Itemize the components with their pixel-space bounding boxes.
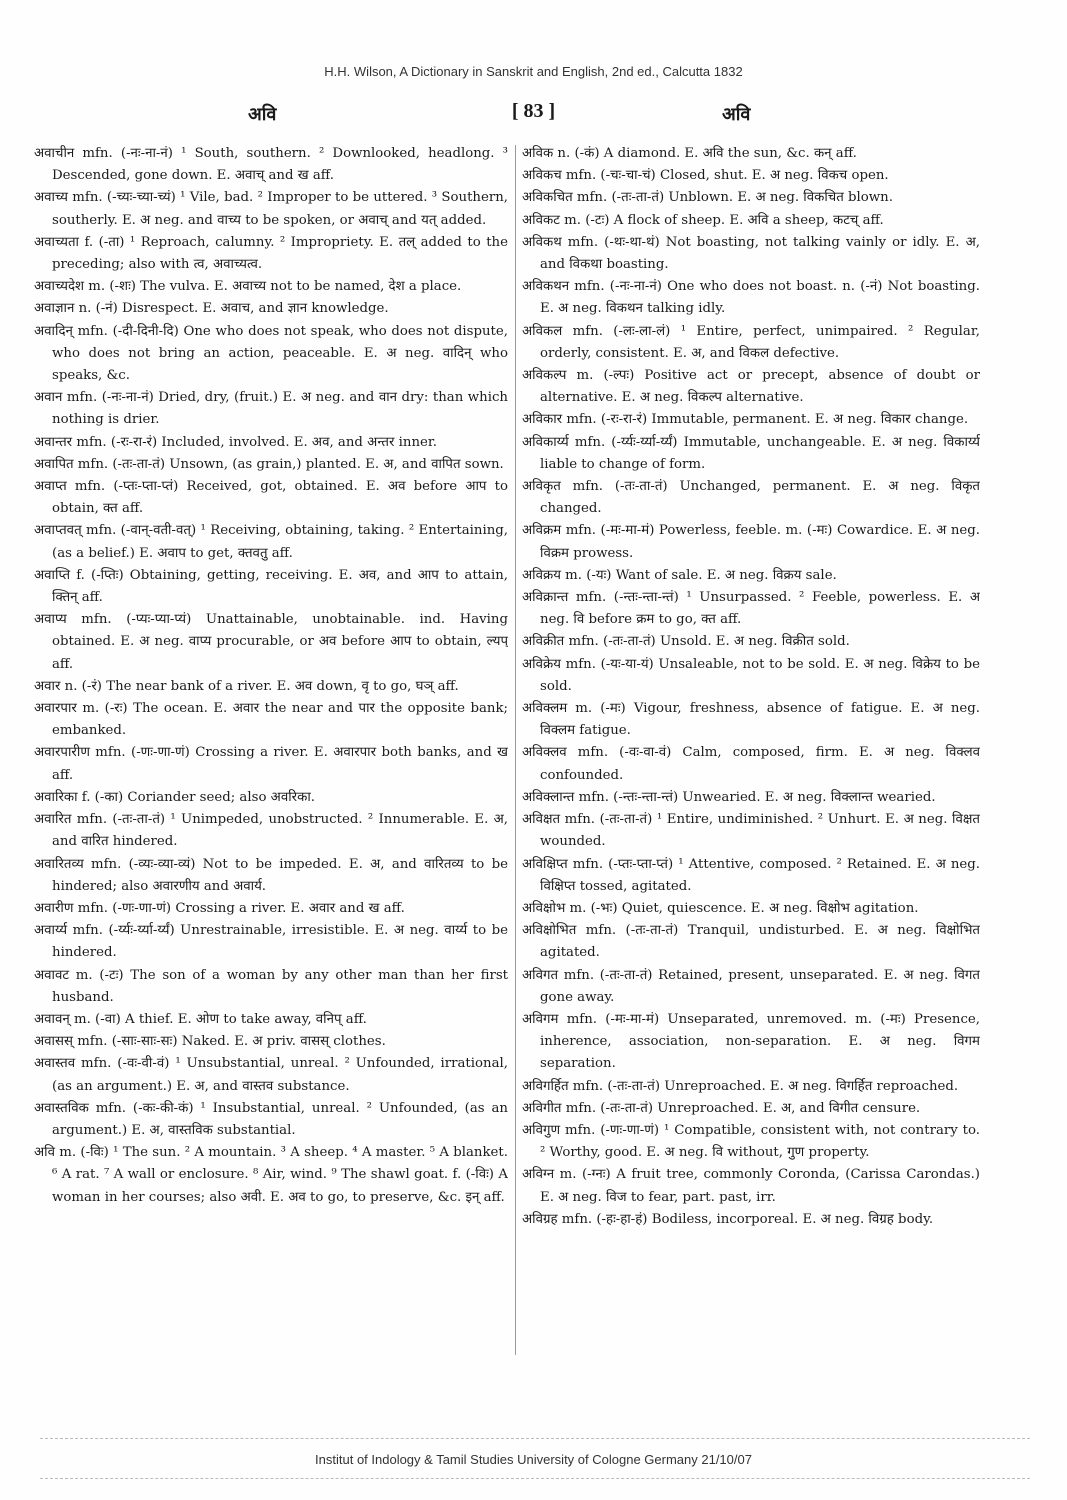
- dictionary-entry: अविकथन mfn. (-नः-ना-नं) One who does not boast. n. (-नं) Not boasting. E. अ neg. विकथन talking idly.: [522, 279, 980, 317]
- column-divider: [515, 145, 516, 1355]
- dictionary-entry: अविगीत mfn. (-तः-ता-तं) Unreproached. E. अ, and विगीत censure.: [522, 1100, 921, 1116]
- dictionary-entry: अविक्रम mfn. (-मः-मा-मं) Powerless, feeble. m. (-मः) Cowardice. E. अ neg. विक्रम prowess.: [522, 523, 980, 561]
- left-headword: अवि: [248, 104, 277, 125]
- dictionary-entry: अविकचित mfn. (-तः-ता-तं) Unblown. E. अ neg. विकचित blown.: [522, 190, 893, 206]
- dictionary-entry: अवाप्तवत् mfn. (-वान्-वती-वत्) ¹ Receiving, obtaining, taking. ² Entertaining, (as a belief.) E. अवाप to get, क्तवतु aff.: [34, 523, 508, 561]
- dictionary-entry: अवान mfn. (-नः-ना-नं) Dried, dry, (fruit.) E. अ neg. and वान dry: than which nothing is drier.: [34, 390, 508, 428]
- dictionary-entry: अविक्लव mfn. (-वः-वा-वं) Calm, composed, firm. E. अ neg. विक्लव confounded.: [522, 745, 980, 783]
- right-column: [522, 143, 980, 1353]
- right-headword: अवि: [722, 104, 751, 125]
- dictionary-entry: अविकार mfn. (-रः-रा-रं) Immutable, permanent. E. अ neg. विकार change.: [522, 412, 969, 428]
- dictionary-entry: अविकच mfn. (-चः-चा-चं) Closed, shut. E. अ neg. विकच open.: [522, 168, 889, 184]
- footer-rule-bottom: [40, 1478, 1030, 1480]
- dictionary-entry: अवास्तव mfn. (-वः-वी-वं) ¹ Unsubstantial, unreal. ² Unfounded, irrational, (as an argument.) E. अ, and वास्तव substance.: [34, 1056, 508, 1094]
- dictionary-entry: अविक्षोभ m. (-भः) Quiet, quiescence. E. अ neg. विक्षोभ agitation.: [522, 900, 919, 916]
- dictionary-entry: अविग्रह mfn. (-हः-हा-हं) Bodiless, incorporeal. E. अ neg. विग्रह body.: [522, 1211, 934, 1227]
- source-title: H.H. Wilson, A Dictionary in Sanskrit and English, 2nd ed., Calcutta 1832: [324, 64, 743, 79]
- dictionary-entry: अवापित mfn. (-तः-ता-तं) Unsown, (as grain,) planted. E. अ, and वापित sown.: [34, 456, 504, 472]
- dictionary-entry: अविक n. (-कं) A diamond. E. अवि the sun, &c. कन् aff.: [522, 146, 857, 161]
- dictionary-entry: अवाच्यता f. (-ता) ¹ Reproach, calumny. ² Impropriety. E. तल् added to the preceding; also with त्व, अवाच्यत्व.: [34, 234, 508, 273]
- footer-credit: Institut of Indology & Tamil Studies University of Cologne Germany 21/10/07: [315, 1452, 752, 1467]
- dictionary-entry: अवाचीन mfn. (-नः-ना-नं) ¹ South, southern. ² Downlooked, headlong. ³ Descended, gone down. E. अवाच् and ख aff.: [34, 146, 508, 184]
- dictionary-entry: अविक्षोभित mfn. (-तः-ता-तं) Tranquil, undisturbed. E. अ neg. विक्षोभित agitated.: [522, 923, 980, 961]
- dictionary-entry: अविगर्हित mfn. (-तः-ता-तं) Unreproached. E. अ neg. विगर्हित reproached.: [522, 1078, 959, 1094]
- dictionary-entry: अवास्तविक mfn. (-कः-की-कं) ¹ Insubstantial, unreal. ² Unfounded, (as an argument.) E. अ, वास्तविक substantial.: [34, 1100, 508, 1138]
- dictionary-entry: अवावट m. (-टः) The son of a woman by any other man than her first husband.: [34, 967, 508, 1005]
- dictionary-entry: अवार्य्य mfn. (-र्य्यः-र्य्या-र्य्यं) Unrestrainable, irresistible. E. अ neg. वार्य्य to be hindered.: [34, 923, 508, 961]
- dictionary-entry: अविक्लम m. (-मः) Vigour, freshness, absence of fatigue. E. अ neg. विक्लम fatigue.: [522, 701, 980, 739]
- dictionary-entry: अविक्षत mfn. (-तः-ता-तं) ¹ Entire, undiminished. ² Unhurt. E. अ neg. विक्षत wounded.: [522, 812, 980, 850]
- dictionary-entry: अविकथ mfn. (-थः-था-थं) Not boasting, not talking vainly or idly. E. अ, and विकथा boasting.: [522, 234, 980, 273]
- dictionary-entry: अविगुण mfn. (-णः-णा-णं) ¹ Compatible, consistent with, not contrary to. ² Worthy, good. E. अ neg. वि without, गुण property.: [522, 1122, 980, 1161]
- left-column: [34, 143, 508, 1353]
- dictionary-entry: अविक्षिप्त mfn. (-प्तः-प्ता-प्तं) ¹ Attentive, composed. ² Retained. E. अ neg. विक्षिप्त tossed, agitated.: [522, 856, 980, 894]
- dictionary-entry: अवासस् mfn. (-साः-साः-सः) Naked. E. अ priv. वासस् clothes.: [34, 1034, 386, 1050]
- dictionary-entry: अवान्तर mfn. (-रः-रा-रं) Included, involved. E. अव, and अन्तर inner.: [34, 434, 438, 450]
- footer-rule-top: [40, 1438, 1030, 1440]
- dictionary-entry: अवारपार m. (-रः) The ocean. E. अवार the near and पार the opposite bank; embanked.: [34, 701, 508, 739]
- dictionary-entry: अवारितव्य mfn. (-व्यः-व्या-व्यं) Not to be impeded. E. अ, and वारितव्य to be hindered; also अवारणीय and अवार्य.: [34, 856, 508, 894]
- dictionary-entry: अविगम mfn. (-मः-मा-मं) Unseparated, unremoved. m. (-मः) Presence, inherence, association, non-separation. E. अ neg. विगम separation.: [522, 1011, 980, 1072]
- dictionary-entry: अवाज्ञान n. (-नं) Disrespect. E. अवाच, and ज्ञान knowledge.: [34, 301, 389, 317]
- dictionary-entry: अवाप्य mfn. (-प्यः-प्या-प्यं) Unattainable, unobtainable. ind. Having obtained. E. अ neg. वाप्य procurable, or अव before आप to obtain, ल्यप् aff.: [34, 612, 508, 672]
- dictionary-entry: अविक्रय m. (-यः) Want of sale. E. अ neg. विक्रय sale.: [522, 567, 837, 583]
- dictionary-entry: अविक्रान्त mfn. (-न्तः-न्ता-न्तं) ¹ Unsurpassed. ² Feeble, powerless. E. अ neg. वि before क्रम to go, क्त aff.: [522, 590, 980, 628]
- dictionary-entry: अवाप्त mfn. (-प्तः-प्ता-प्तं) Received, got, obtained. E. अव before आप to obtain, क्त aff.: [34, 479, 508, 517]
- dictionary-entry: अविक्रीत mfn. (-तः-ता-तं) Unsold. E. अ neg. विक्रीत sold.: [522, 634, 850, 650]
- dictionary-entry: अवारिका f. (-का) Coriander seed; also अवरिका.: [34, 789, 315, 805]
- dictionary-entry: अविकट m. (-टः) A flock of sheep. E. अवि a sheep, कटच् aff.: [522, 212, 884, 228]
- dictionary-entry: अविकल्प m. (-ल्पः) Positive act or precept, absence of doubt or alternative. E. अ neg. विकल्प alternative.: [522, 368, 980, 406]
- dictionary-entry: अवाप्ति f. (-प्तिः) Obtaining, getting, receiving. E. अव, and आप to attain, क्तिन् aff.: [34, 567, 508, 606]
- dictionary-entry: अविकृत mfn. (-तः-ता-तं) Unchanged, permanent. E. अ neg. विकृत changed.: [522, 479, 980, 517]
- dictionary-entry: अवारपारीण mfn. (-णः-णा-णं) Crossing a river. E. अवारपार both banks, and ख aff.: [34, 745, 508, 783]
- page-header: [0, 98, 1067, 128]
- dictionary-entry: अविक्लान्त mfn. (-न्तः-न्ता-न्तं) Unwearied. E. अ neg. विक्लान्त wearied.: [522, 789, 936, 805]
- dictionary-entry: अविक्रेय mfn. (-यः-या-यं) Unsaleable, not to be sold. E. अ neg. विक्रेय to be sold.: [522, 656, 980, 694]
- dictionary-entry: अवाच्यदेश m. (-शः) The vulva. E. अवाच्य not to be named, देश a place.: [34, 279, 462, 295]
- page-number: [ 83 ]: [511, 100, 556, 122]
- dictionary-entry: अवाच्य mfn. (-च्यः-च्या-च्यं) ¹ Vile, bad. ² Improper to be uttered. ³ Southern, southerly. E. अ neg. and वाच्य to be spoken, or अवाच् and यत् added.: [34, 190, 508, 228]
- dictionary-entry: अवारीण mfn. (-णः-णा-णं) Crossing a river. E. अवार and ख aff.: [34, 900, 405, 916]
- dictionary-entry: अविकल mfn. (-लः-ला-लं) ¹ Entire, perfect, unimpaired. ² Regular, orderly, consistent. E. अ, and विकल defective.: [522, 323, 980, 361]
- dictionary-entry: अवारित mfn. (-तः-ता-तं) ¹ Unimpeded, unobstructed. ² Innumerable. E. अ, and वारित hindered.: [34, 812, 508, 850]
- dictionary-entry: अवार n. (-रं) The near bank of a river. E. अव down, वृ to go, घञ् aff.: [34, 678, 459, 694]
- dictionary-entry: अवावन् m. (-वा) A thief. E. ओण to take away, वनिप् aff.: [34, 1011, 367, 1027]
- dictionary-entry: अविगत mfn. (-तः-ता-तं) Retained, present, unseparated. E. अ neg. विगत gone away.: [522, 967, 980, 1005]
- dictionary-entry: अवादिन् mfn. (-दी-दिनी-दि) One who does not speak, who does not dispute, who does not bring an action, peaceable. E. अ neg. वादिन् who speaks, &c.: [34, 323, 508, 384]
- dictionary-entry: अविग्न m. (-ग्नः) A fruit tree, commonly Coronda, (Carissa Carondas.) E. अ neg. विज to fear, part. past, irr.: [522, 1167, 980, 1205]
- dictionary-entry: अविकार्य्य mfn. (-र्य्यः-र्य्या-र्य्यं) Immutable, unchangeable. E. अ neg. विकार्य्य liable to change of form.: [522, 434, 980, 472]
- dictionary-entry: अवि m. (-विः) ¹ The sun. ² A mountain. ³ A sheep. ⁴ A master. ⁵ A blanket. ⁶ A rat. ⁷ A wall or enclosure. ⁸ Air, wind. ⁹ The shawl goat. f. (-विः) A woman in her courses; also अवी. E. अव to go, to preserve, &c. इन् aff.: [34, 1145, 508, 1205]
